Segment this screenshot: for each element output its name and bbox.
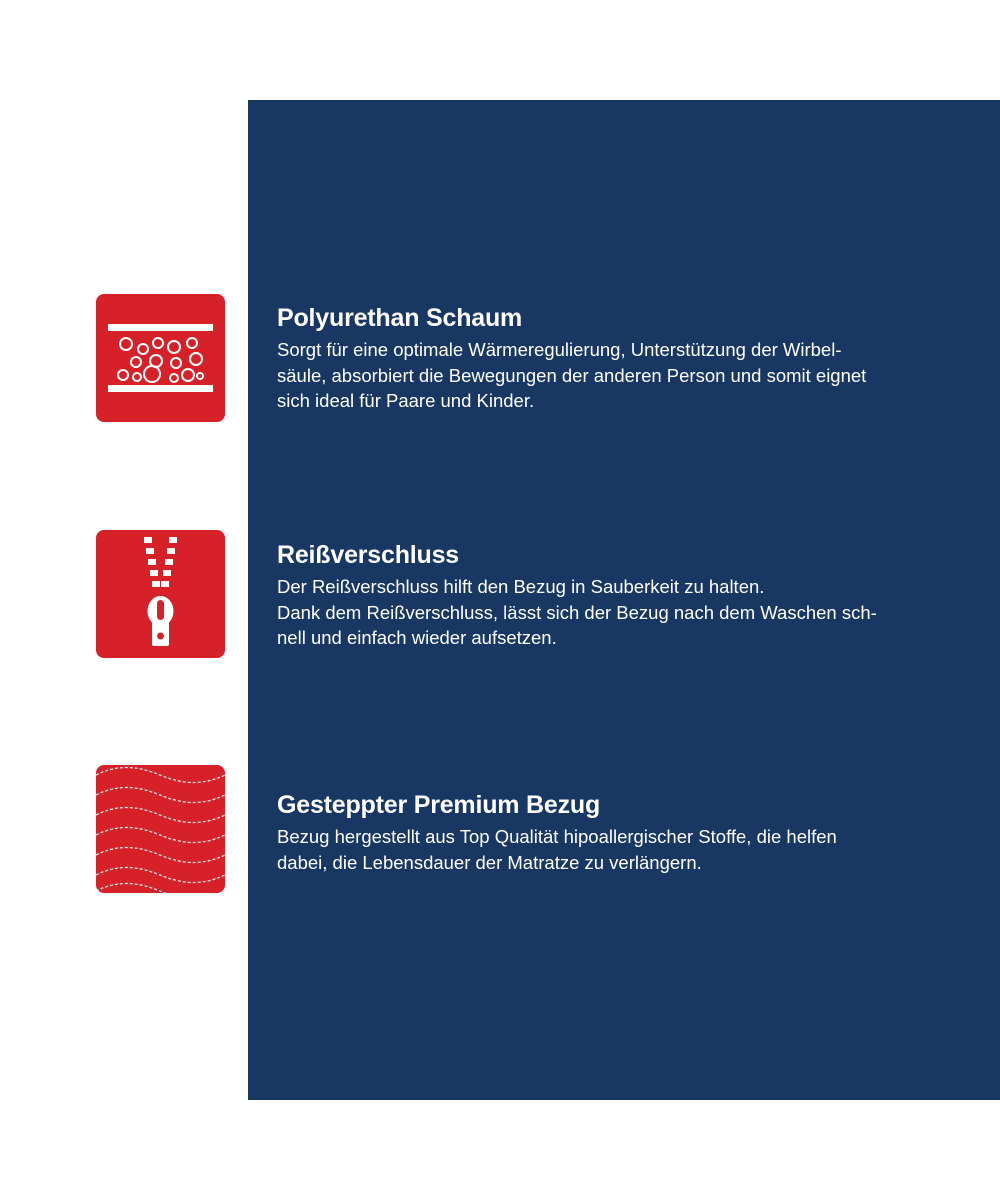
- feature-description: Sorgt für eine optimale Wärmeregulierung, Unterstützung der Wirbel- säule, absorbiert die Bewegungen der anderen Person und somit eignet sich ideal für Paare und Kinder.: [277, 339, 867, 411]
- feature-polyurethane: [277, 303, 917, 414]
- zipper-icon: [96, 530, 225, 658]
- feature-zipper: [277, 540, 917, 651]
- feature-title: Polyurethan Schaum: [277, 304, 523, 332]
- feature-description: Der Reißverschluss hilft den Bezug in Sauberkeit zu halten. Dank dem Reißverschluss, lässt sich der Bezug nach dem Waschen sch- nell und einfach wieder aufsetzen.: [277, 576, 877, 648]
- quilted-fabric-icon: [96, 765, 225, 893]
- feature-title: Reißverschluss: [277, 541, 460, 569]
- feature-title: Gesteppter Premium Bezug: [277, 791, 601, 819]
- feature-quilted-cover: [277, 790, 917, 875]
- feature-description: Bezug hergestellt aus Top Qualität hipoallergischer Stoffe, die helfen dabei, die Lebensdauer der Matratze zu verlängern.: [277, 826, 837, 873]
- foam-bubbles-icon: [96, 294, 225, 422]
